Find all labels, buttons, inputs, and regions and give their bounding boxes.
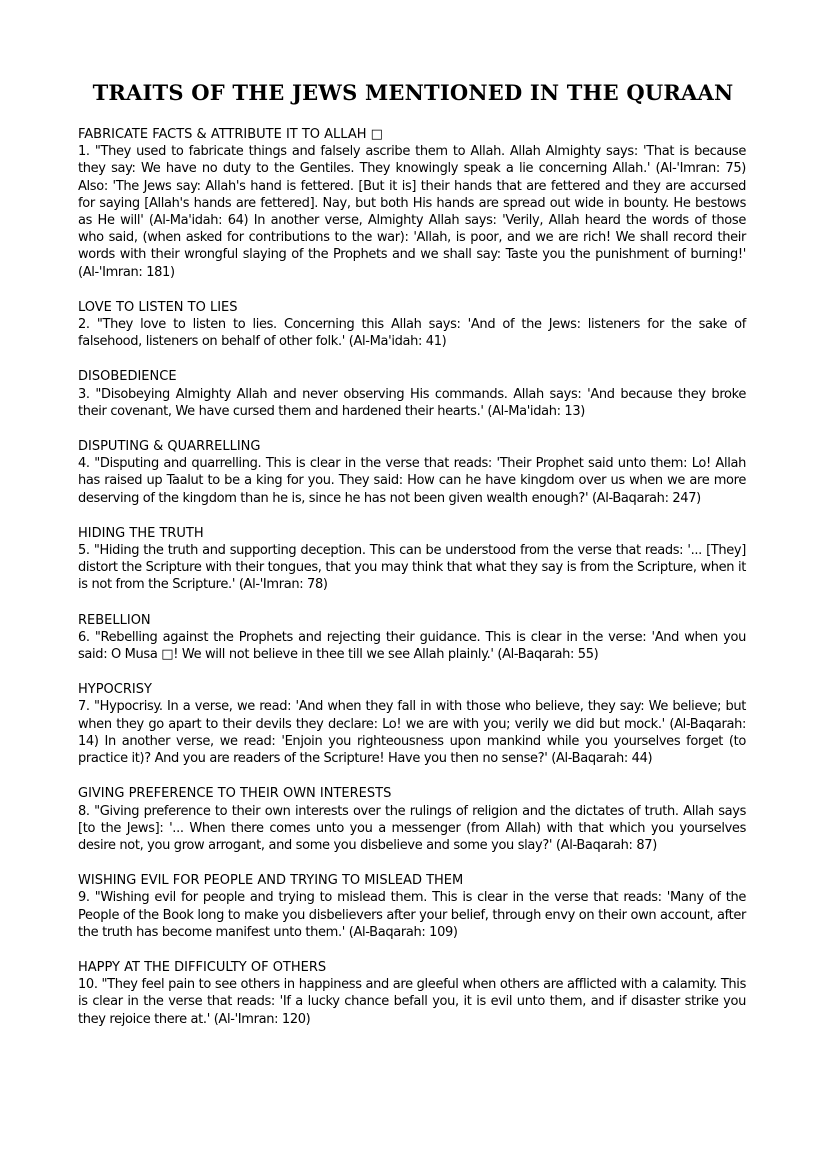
section-heading: FABRICATE FACTS & ATTRIBUTE IT TO ALLAH □ <box>78 127 383 142</box>
section-hiding-the-truth <box>78 525 746 594</box>
section-love-to-listen-to-lies <box>78 299 746 351</box>
section-heading: HYPOCRISY <box>78 682 152 698</box>
section-heading: REBELLION <box>78 612 151 628</box>
section-disobedience <box>78 368 746 420</box>
section-happy-at-difficulty <box>78 959 746 1028</box>
sections-list <box>78 126 746 1046</box>
section-rebellion <box>78 612 746 664</box>
section-paragraph: 4. "Disputing and quarrelling. This is clear in the verse that reads: 'Their Prophet said unto them: Lo! Allah has raised up Taalut to be a king for you. They said: How can he have kingdom over us when we are more deserving of the kingdom than he is, since he has not been given wealth enough?' (Al-Baqarah: 247) <box>78 456 746 506</box>
section-heading: WISHING EVIL FOR PEOPLE AND TRYING TO MISLEAD THEM <box>78 873 464 889</box>
page-title: TRAITS OF THE JEWS MENTIONED IN THE QURAAN <box>92 80 734 105</box>
section-fabricate-facts <box>78 126 746 281</box>
section-heading: DISPUTING & QUARRELLING <box>78 439 261 455</box>
section-heading: HAPPY AT THE DIFFICULTY OF OTHERS <box>78 959 327 975</box>
section-heading: DISOBEDIENCE <box>78 369 177 385</box>
section-heading: LOVE TO LISTEN TO LIES <box>78 299 238 315</box>
section-heading: HIDING THE TRUTH <box>78 525 204 541</box>
section-wishing-evil <box>78 872 746 941</box>
section-disputing-quarrelling <box>78 438 746 507</box>
section-paragraph: 1. "They used to fabricate things and falsely ascribe them to Allah. Allah Almighty says: 'That is because they say: We have no duty to the Gentiles. They knowingly speak a lie concerning Allah.' (Al-'Imran: 75) Also: 'The Jews say: Allah's hand is fettered. [But it is] their hands that are fettered and they are accursed for saying [Allah's hands are fettered]. Nay, but both His hands are spread out wide in bounty. He bestows as He will' (Al-Ma'idah: 64) In another verse, Almighty Allah says: 'Verily, Allah heard the words of those who said, (when asked for contributions to the war): 'Allah, is poor, and we are rich! We shall record their words with their wrongful slaying of the Prophets and we shall say: Taste you the punishment of burning!' (Al-'Imran: 181) <box>78 144 746 280</box>
section-paragraph: 8. "Giving preference to their own interests over the rulings of religion and the dictates of truth. Allah says [to the Jews]: '... When there comes unto you a messenger (from Allah) with that which you yourselves desire not, you grow arrogant, and some you disbelieve and some you slay?' (Al-Baqarah: 87) <box>78 803 746 853</box>
section-paragraph: 10. "They feel pain to see others in happiness and are gleeful when others are afflicted with a calamity. This is clear in the verse that reads: 'If a lucky chance befall you, it is evil unto them, and if disaster strike you they rejoice there at.' (Al-'Imran: 120) <box>78 977 746 1027</box>
section-paragraph: 3. "Disobeying Almighty Allah and never observing His commands. Allah says: 'And because they broke their covenant, We have cursed them and hardened their hearts.' (Al-Ma'idah: 13) <box>78 386 746 419</box>
section-paragraph: 2. "They love to listen to lies. Concerning this Allah says: 'And of the Jews: listeners for the sake of falsehood, listeners on behalf of other folk.' (Al-Ma'idah: 41) <box>78 317 746 350</box>
section-paragraph: 6. "Rebelling against the Prophets and rejecting their guidance. This is clear in the verse: 'And when you said: O Musa □! We will not believe in thee till we see Allah plainly.' (Al-Baqarah: 55) <box>78 629 746 663</box>
section-paragraph: 7. "Hypocrisy. In a verse, we read: 'And when they fall in with those who believe, they say: We believe; but when they go apart to their devils they declare: Lo! we are with you; verily we did but mock.' (Al-Baqarah: 14) In another verse, we read: 'Enjoin you righteousness upon mankind while you yourselves forget (to practice it)? And you are readers of the Scripture! Have you then no sense?' (Al-Baqarah: 44) <box>78 699 746 767</box>
section-own-interests <box>78 785 746 854</box>
section-paragraph: 9. "Wishing evil for people and trying to mislead them. This is clear in the verse that reads: 'Many of the People of the Book long to make you disbelievers after your belief, through envy on their own account, after the truth has become manifest unto them.' (Al-Baqarah: 109) <box>78 890 746 940</box>
section-heading: GIVING PREFERENCE TO THEIR OWN INTERESTS <box>78 786 392 802</box>
section-hypocrisy <box>78 681 746 767</box>
section-paragraph: 5. "Hiding the truth and supporting deception. This can be understood from the verse that reads: '... [They] distort the Scripture with their tongues, that you may think that what they say is from the Scripture, when it is not from the Scripture.' (Al-'Imran: 78) <box>78 543 746 593</box>
